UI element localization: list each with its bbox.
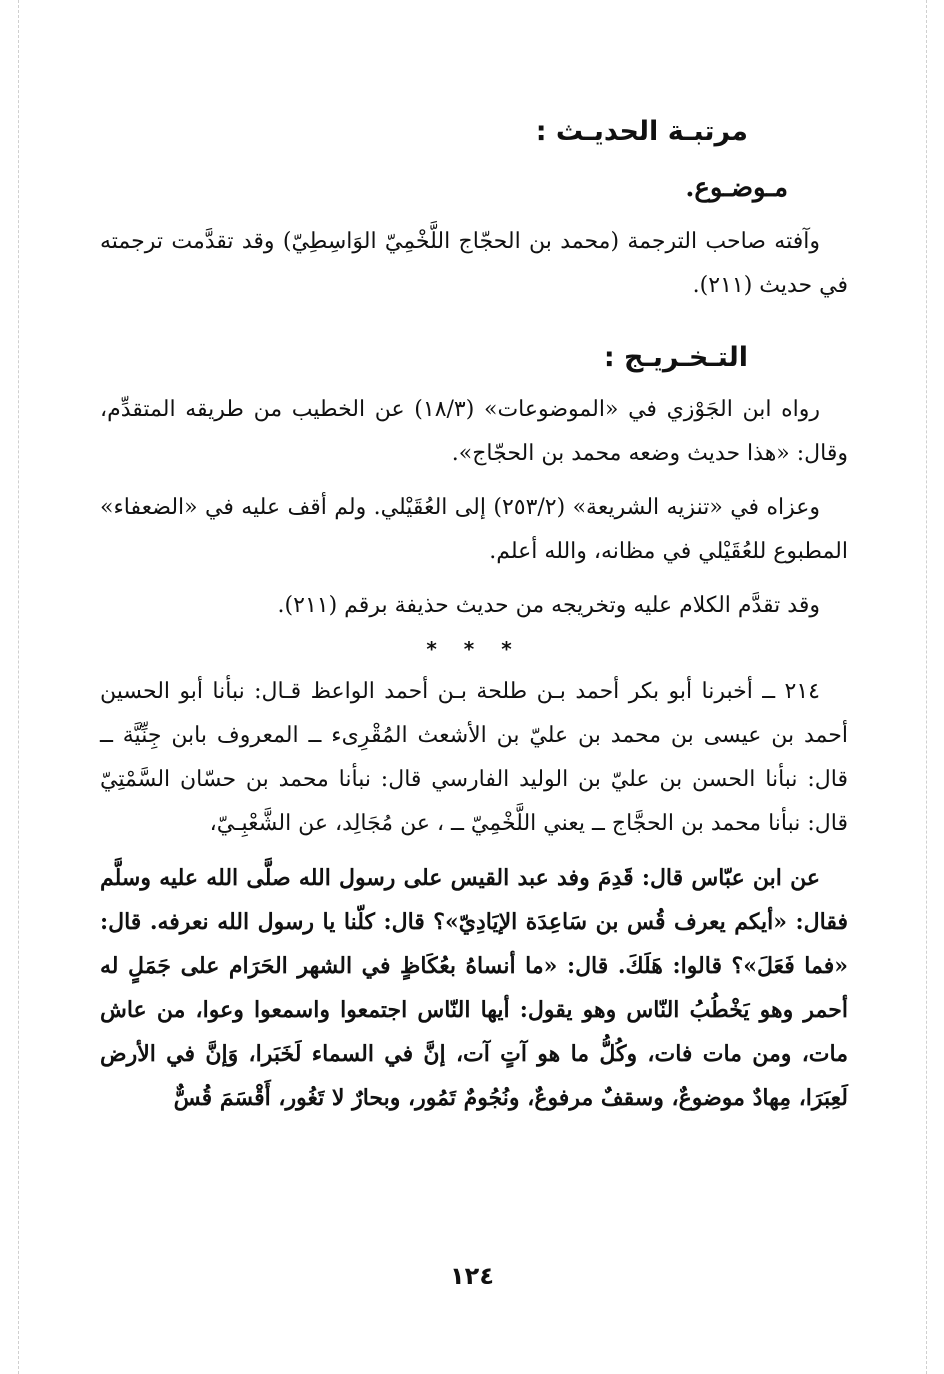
rank-note: وآفته صاحب الترجمة (محمد بن الحجّاج اللَّخْمِيّ الوَاسِطِيّ) وقد تقدَّمت ترجمته في حديث (٢١١). <box>100 229 848 298</box>
section-heading-takhrij: التـخـريـج : <box>603 342 748 373</box>
hadith-isnad: ٢١٤ ــ أخبرنا أبو بكر أحمد بـن طلحة بـن أحمد الواعظ قـال: نبأنا أبو الحسين أحمد بن عيسى بن محمد بن عليّ بن الأشعث المُقْرِىء ــ المعروف بابن جِنِّيَّة ــ قال: نبأنا الحسن بن عليّ بن الوليد الفارسي قال: نبأنا محمد بن حسّان السَّمْتِيّ قال: نبأنا محمد بن الحجَّاج ــ يعني اللَّخْمِيّ ــ ، عن مُجَالِد، عن الشَّعْبِـيّ، <box>100 679 848 836</box>
hadith-matn: عن ابن عبّاس قال: قَدِمَ وفد عبد القيس على رسول الله صلَّى الله عليه وسلَّم فقال: «أيكم يعرف قُس بن سَاعِدَة الإيَادِيّ»؟ قال: كلّنا يا رسول الله نعرفه. قال: «فما فَعَلَ»؟ قالوا: هَلَكَ. قال: «ما أنساهُ بعُكَاظٍ في الشهر الحَرَام على جَمَلٍ له أحمر وهو يَخْطُبُ النّاس وهو يقول: أيها النّاس اجتمعوا واسمعوا وعوا، من عاش مات، ومن مات فات، وكُلُّ ما هو آتٍ آت، إنَّ في السماء لَخَبَرا، وَإنَّ في الأرض لَعِبَرَا، مِهادٌ موضوعٌ، وسقفٌ مرفوعٌ، ونُجُومٌ تَمُور، وبحارٌ لا تَغُور، أَقْسَمَ قُسٌّ <box>100 865 848 1111</box>
section-separator: * * * <box>426 637 522 661</box>
page-number: ١٢٤ <box>450 1262 494 1290</box>
takhrij-paragraph-2: وعزاه في «تنزيه الشريعة» (٢٥٣/٢) إلى العُقَيْلي. ولم أقف عليه في «الضعفاء» المطبوع للعُقَيْلي في مظانه، والله أعلم. <box>100 495 848 564</box>
takhrij-paragraph-1: رواه ابن الجَوْزي في «الموضوعات» (١٨/٣) عن الخطيب من طريقه المتقدِّم، وقال: «هذا حديث وضعه محمد بن الحجّاج». <box>100 397 848 466</box>
page-body <box>100 112 848 1120</box>
section-heading-rank: مرتبـة الحديـث : <box>535 116 748 147</box>
takhrij-paragraph-3: وقد تقدَّم الكلام عليه وتخريجه من حديث حذيفة برقم (٢١١). <box>277 593 820 618</box>
left-margin-guide <box>18 0 19 1374</box>
rank-value: مـوضـوع. <box>685 173 788 203</box>
right-margin-guide <box>926 0 927 1374</box>
